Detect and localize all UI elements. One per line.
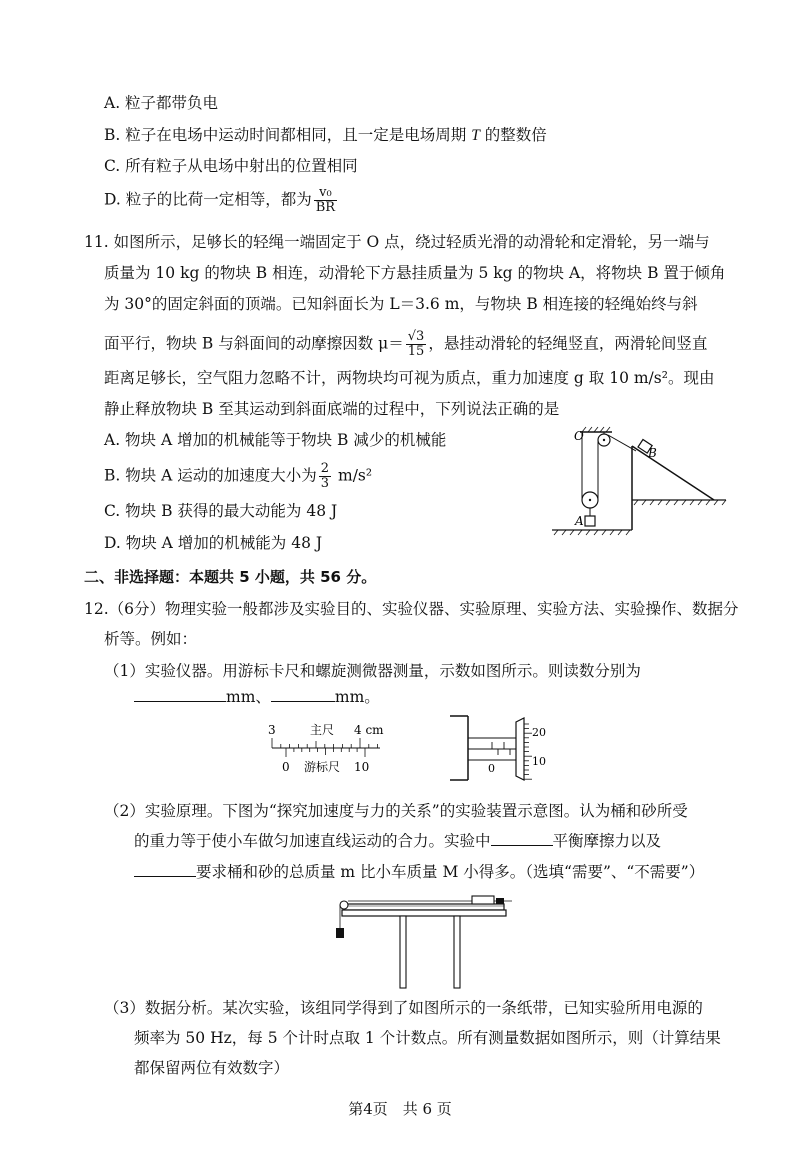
q11-stem-line2: 质量为 10 kg 的物块 B 相连，动滑轮下方悬挂质量为 5 kg 的物块 A，将物块 B 置于倾角 (104, 264, 726, 282)
table-leg-right (454, 916, 460, 988)
caliper-vernier-tick-10: 10 (354, 760, 370, 774)
q11-stem-line5: 距离足够长，空气阻力忽略不计，两物块均可视为质点，重力加速度 g 取 10 m/s²。现由 (104, 369, 715, 387)
answer-blank-mass[interactable] (134, 862, 196, 877)
section-heading: 二、非选择题：本题共 5 小题，共 56 分。 (84, 568, 377, 586)
q12-part1-line1: （1）实验仪器。用游标卡尺和螺旋测微器测量，示数如图所示。则读数分别为 (104, 662, 641, 680)
cart (472, 896, 494, 904)
micrometer-thimble-20: 20 (532, 726, 546, 739)
fraction-mu: $\frac{√3}{15}$ (407, 329, 425, 359)
answer-blank-caliper[interactable] (134, 687, 226, 702)
q11-option-a: A. 物块 A 增加的机械能等于物块 B 减少的机械能 (104, 431, 447, 449)
page-footer: 第4页 共 6 页 (348, 1100, 452, 1118)
q10-option-b: B. 粒子在电场中运动时间都相同，且一定是电场周期 T 的整数倍 (104, 126, 547, 144)
caliper-main-tick-3: 3 (268, 723, 276, 737)
q11-stem-line3: 为 30°的固定斜面的顶端。已知斜面长为 L＝3.6 m，与物块 B 相连接的轻绳始终与斜 (104, 295, 698, 313)
caliper-main-label: 主尺 (310, 723, 335, 737)
q12-part3-line3: 都保留两位有效数字） (134, 1059, 290, 1077)
caliper-vernier-label: 游标尺 (304, 760, 341, 774)
q12-part3-line1: （3）数据分析。某次实验，该组同学得到了如图所示的一条纸带，已知实验所用电源的 (104, 999, 703, 1017)
table-top (342, 910, 506, 916)
q12-part2-line2: 的重力等于使小车做匀加速直线运动的合力。实验中 平衡摩擦力以及 (134, 832, 662, 850)
answer-blank-friction[interactable] (491, 831, 553, 846)
micrometer-sleeve-0: 0 (488, 762, 495, 775)
caliper-vernier-tick-0: 0 (282, 760, 290, 774)
q11-stem-line6: 静止释放物块 B 至其运动到斜面底端的过程中，下列说法正确的是 (104, 400, 560, 418)
table-pulley (340, 901, 348, 909)
q10-option-d: D. 粒子的比荷一定相等，都为 $\frac{\text{v₀}}{BR}$ (104, 185, 336, 215)
track (344, 904, 504, 910)
caliper-main-tick-4: 4 cm (354, 723, 384, 737)
vernier-caliper-figure (262, 720, 392, 776)
q12-stem-line1: 12.（6分）物理实验一般都涉及实验目的、实验仪器、实验原理、实验方法、实验操作、数据分 (84, 600, 739, 618)
table-leg-left (400, 916, 406, 988)
q10-option-c: C. 所有粒子从电场中射出的位置相同 (104, 157, 358, 175)
q12-part1-blanks: mm、 mm。 (134, 686, 380, 708)
fraction-v0-br: $\frac{\text{v₀}}{BR}$ (315, 185, 336, 215)
q10-option-a: A. 粒子都带负电 (104, 94, 219, 112)
pulley-incline-figure (552, 424, 728, 538)
q11-option-d: D. 物块 A 增加的机械能为 48 J (104, 534, 323, 552)
q12-part2-line3: 要求桶和砂的总质量 m 比小车质量 M 小得多。（选填“需要”、“不需要”） (134, 861, 704, 883)
q11-stem-line1: 11. 如图所示，足够长的轻绳一端固定于 O 点，绕过轻质光滑的动滑轮和定滑轮，另一端与 (84, 233, 710, 251)
label-b: B (648, 446, 657, 460)
sand-bucket (336, 928, 344, 938)
q11-stem-line4: 面平行，物块 B 与斜面间的动摩擦因数 μ＝ $\frac{√3}{15}$ ，悬挂动滑轮的轻绳竖直，两滑轮间竖直 (104, 329, 708, 359)
q11-option-c: C. 物块 B 获得的最大动能为 48 J (104, 502, 338, 520)
fraction-two-thirds: $\frac{2}{3}$ (320, 461, 330, 491)
label-a: A (575, 514, 584, 528)
label-o: O (574, 429, 584, 443)
block-a (585, 516, 595, 526)
q12-part2-line1: （2）实验原理。下图为“探究加速度与力的关系”的实验装置示意图。认为桶和砂所受 (104, 802, 688, 820)
micrometer-figure (446, 714, 562, 784)
cart-apparatus-figure (334, 892, 514, 990)
micrometer-thimble-10: 10 (532, 755, 546, 768)
q12-part3-line2: 频率为 50 Hz，每 5 个计时点取 1 个计数点。所有测量数据如图所示，则（计算结果 (134, 1029, 721, 1047)
answer-blank-micrometer[interactable] (271, 687, 335, 702)
q12-stem-line2: 析等。例如： (104, 630, 198, 648)
q11-option-b: B. 物块 A 运动的加速度大小为 $\frac{2}{3}$ m/s² (104, 461, 373, 491)
